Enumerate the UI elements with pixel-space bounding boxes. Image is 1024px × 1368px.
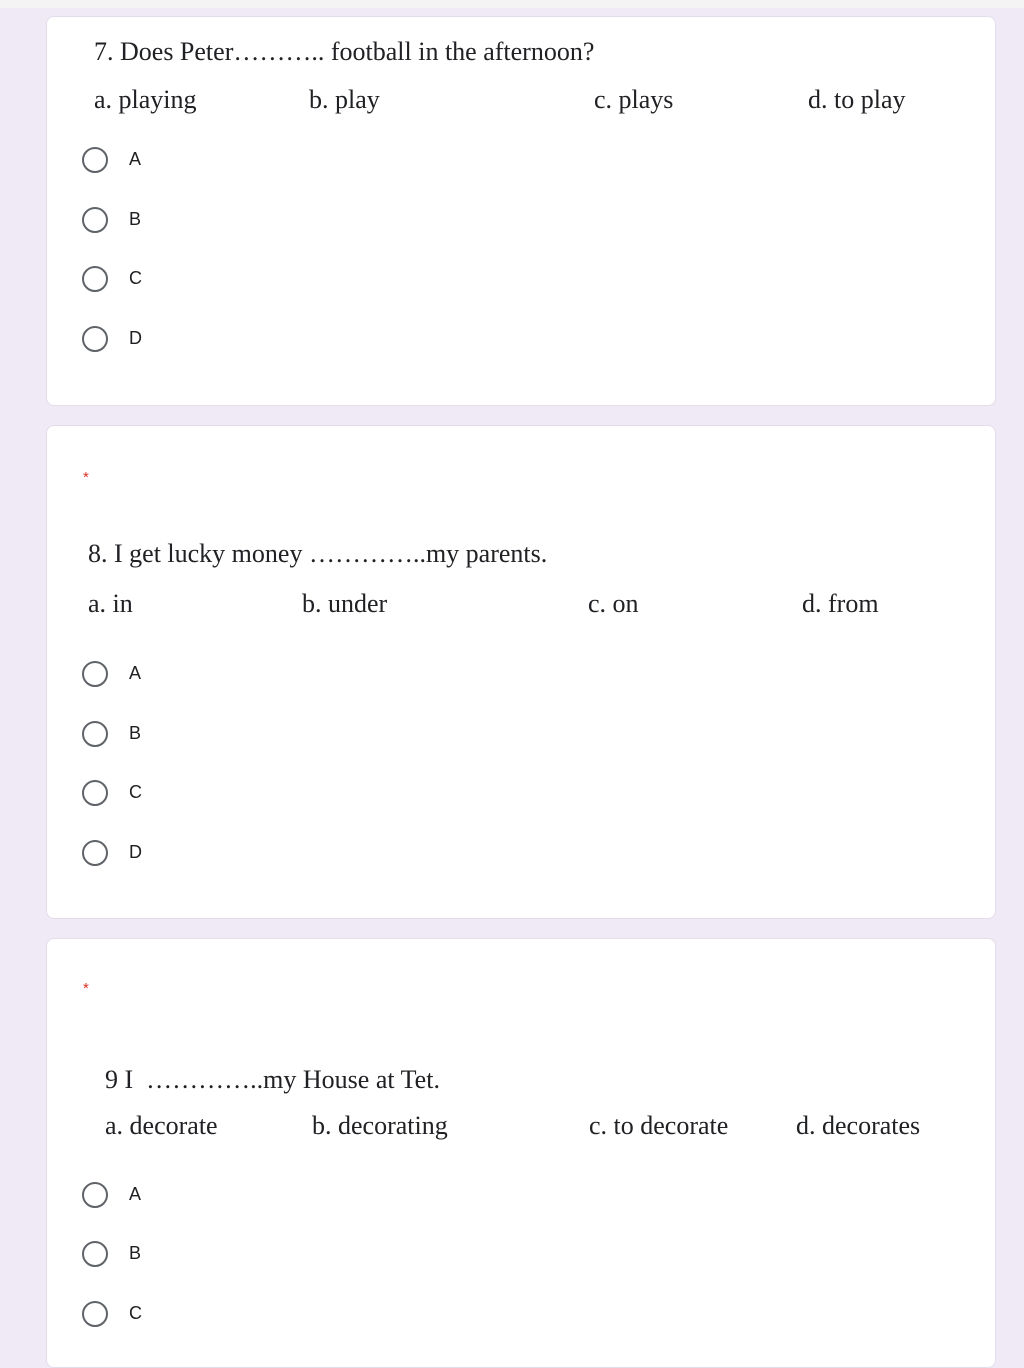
- radio-option-b[interactable]: [82, 207, 282, 239]
- radio-option-a[interactable]: [82, 661, 282, 693]
- radio-circle-icon[interactable]: [82, 326, 108, 352]
- option-d-text: d. from: [802, 589, 879, 618]
- radio-label: C: [129, 782, 142, 802]
- option-a-text: a. decorate: [105, 1111, 218, 1140]
- option-c-text: c. plays: [594, 85, 674, 114]
- radio-option-c[interactable]: [82, 266, 282, 298]
- radio-option-c[interactable]: [82, 780, 282, 812]
- required-asterisk: *: [83, 980, 89, 997]
- question-card-8: [46, 425, 996, 919]
- radio-option-b[interactable]: [82, 1241, 282, 1273]
- question-card-7: [46, 16, 996, 406]
- radio-option-d[interactable]: [82, 840, 282, 872]
- radio-option-b[interactable]: [82, 721, 282, 753]
- radio-circle-icon[interactable]: [82, 1182, 108, 1208]
- option-a-text: a. playing: [94, 85, 197, 114]
- required-asterisk: *: [83, 469, 89, 486]
- radio-label: A: [129, 149, 142, 169]
- option-b-text: b. play: [309, 85, 380, 114]
- radio-label: C: [129, 268, 142, 288]
- option-d-text: d. decorates: [796, 1111, 921, 1140]
- radio-circle-icon[interactable]: [82, 661, 108, 687]
- radio-option-d[interactable]: [82, 326, 282, 358]
- radio-circle-icon[interactable]: [82, 840, 108, 866]
- radio-label: B: [129, 723, 142, 743]
- question-text: 9 I …………..my House at Tet.: [105, 1065, 440, 1094]
- radio-label: A: [129, 1184, 142, 1204]
- option-c-text: c. to decorate: [589, 1111, 729, 1140]
- radio-circle-icon[interactable]: [82, 1301, 108, 1327]
- radio-label: D: [129, 842, 142, 862]
- option-d-text: d. to play: [808, 85, 906, 114]
- radio-circle-icon[interactable]: [82, 147, 108, 173]
- question-text: 8. I get lucky money …………..my parents.: [88, 539, 548, 568]
- option-b-text: b. under: [302, 589, 388, 618]
- radio-label: B: [129, 209, 142, 229]
- radio-circle-icon[interactable]: [82, 780, 108, 806]
- question-card-9: [46, 938, 996, 1368]
- radio-circle-icon[interactable]: [82, 721, 108, 747]
- radio-circle-icon[interactable]: [82, 266, 108, 292]
- radio-option-a[interactable]: [82, 1182, 282, 1214]
- radio-label: A: [129, 663, 142, 683]
- radio-option-c[interactable]: [82, 1301, 282, 1333]
- radio-option-a[interactable]: [82, 147, 282, 179]
- option-a-text: a. in: [88, 589, 133, 618]
- option-b-text: b. decorating: [312, 1111, 448, 1140]
- radio-circle-icon[interactable]: [82, 1241, 108, 1267]
- question-text: 7. Does Peter……….. football in the afternoon?: [94, 37, 595, 66]
- radio-label: B: [129, 1243, 142, 1263]
- radio-label: D: [129, 328, 142, 348]
- top-strip: [0, 0, 1024, 8]
- option-c-text: c. on: [588, 589, 639, 618]
- radio-circle-icon[interactable]: [82, 207, 108, 233]
- radio-label: C: [129, 1303, 142, 1323]
